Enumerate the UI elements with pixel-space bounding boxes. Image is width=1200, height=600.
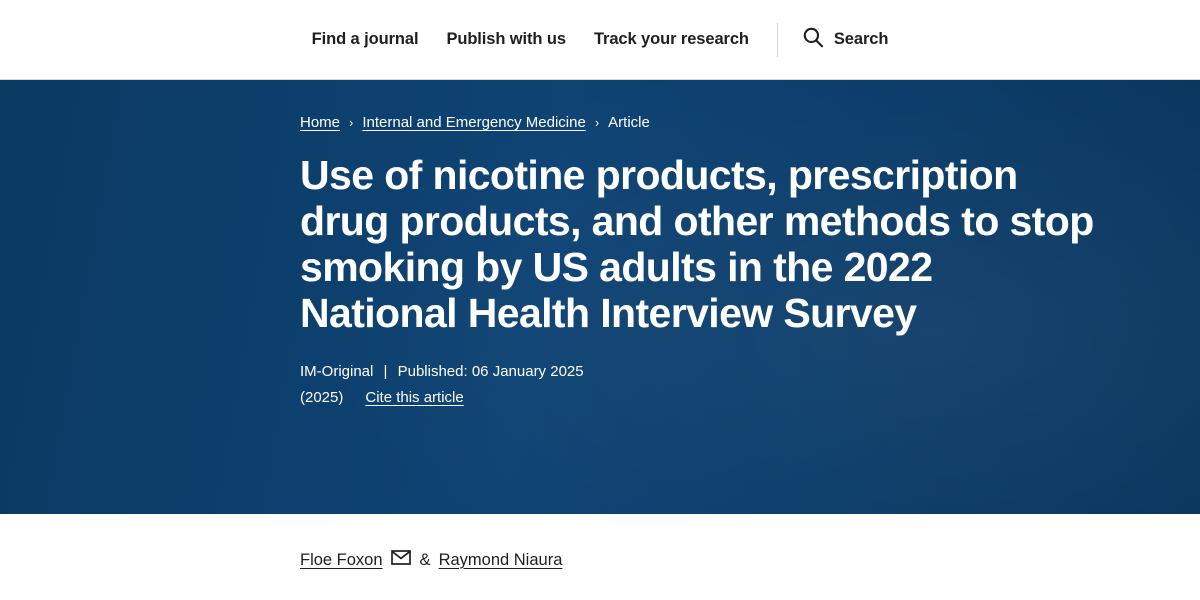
author-link-1[interactable]: Floe Foxon: [300, 550, 383, 569]
article-meta: [300, 361, 1100, 384]
nav-find-a-journal[interactable]: Find a journal: [311, 30, 419, 48]
published-date: 06 January 2025: [471, 362, 584, 380]
search-icon: [802, 26, 824, 53]
article-metrics-row: [300, 570, 1100, 600]
search-label: Search: [833, 30, 889, 48]
breadcrumb-separator-icon: ›: [349, 115, 354, 130]
published-label: Published:: [397, 362, 468, 380]
article-type: IM-Original: [300, 362, 374, 380]
breadcrumb-separator-icon: ›: [594, 115, 600, 130]
cite-this-article-link[interactable]: Cite this article: [365, 389, 464, 407]
breadcrumb-current: Article: [608, 114, 650, 131]
article-body: [0, 514, 1200, 600]
breadcrumb-journal[interactable]: Internal and Emergency Medicine: [362, 114, 586, 131]
site-header: [0, 0, 1200, 80]
primary-navigation: [312, 23, 889, 57]
nav-publish-with-us[interactable]: Publish with us: [446, 30, 566, 48]
author-list: [300, 550, 1100, 570]
nav-divider: [777, 23, 778, 57]
page-title: Use of nicotine products, prescription drug products, and other methods to stop smoking by US adults in the 2022 National Health Interview Survey: [300, 152, 1094, 336]
author-link-2[interactable]: Raymond Niaura: [438, 550, 563, 569]
article-meta-secondary: [300, 389, 1100, 406]
author-separator: &: [419, 550, 431, 569]
article-hero: [0, 80, 1200, 514]
meta-divider: |: [383, 362, 388, 380]
breadcrumb: [300, 114, 1100, 131]
publication-year: (2025): [300, 389, 344, 407]
envelope-icon[interactable]: [391, 550, 411, 570]
breadcrumb-home[interactable]: Home: [300, 114, 341, 131]
nav-track-your-research[interactable]: Track your research: [593, 30, 749, 48]
search-button[interactable]: [802, 26, 888, 53]
